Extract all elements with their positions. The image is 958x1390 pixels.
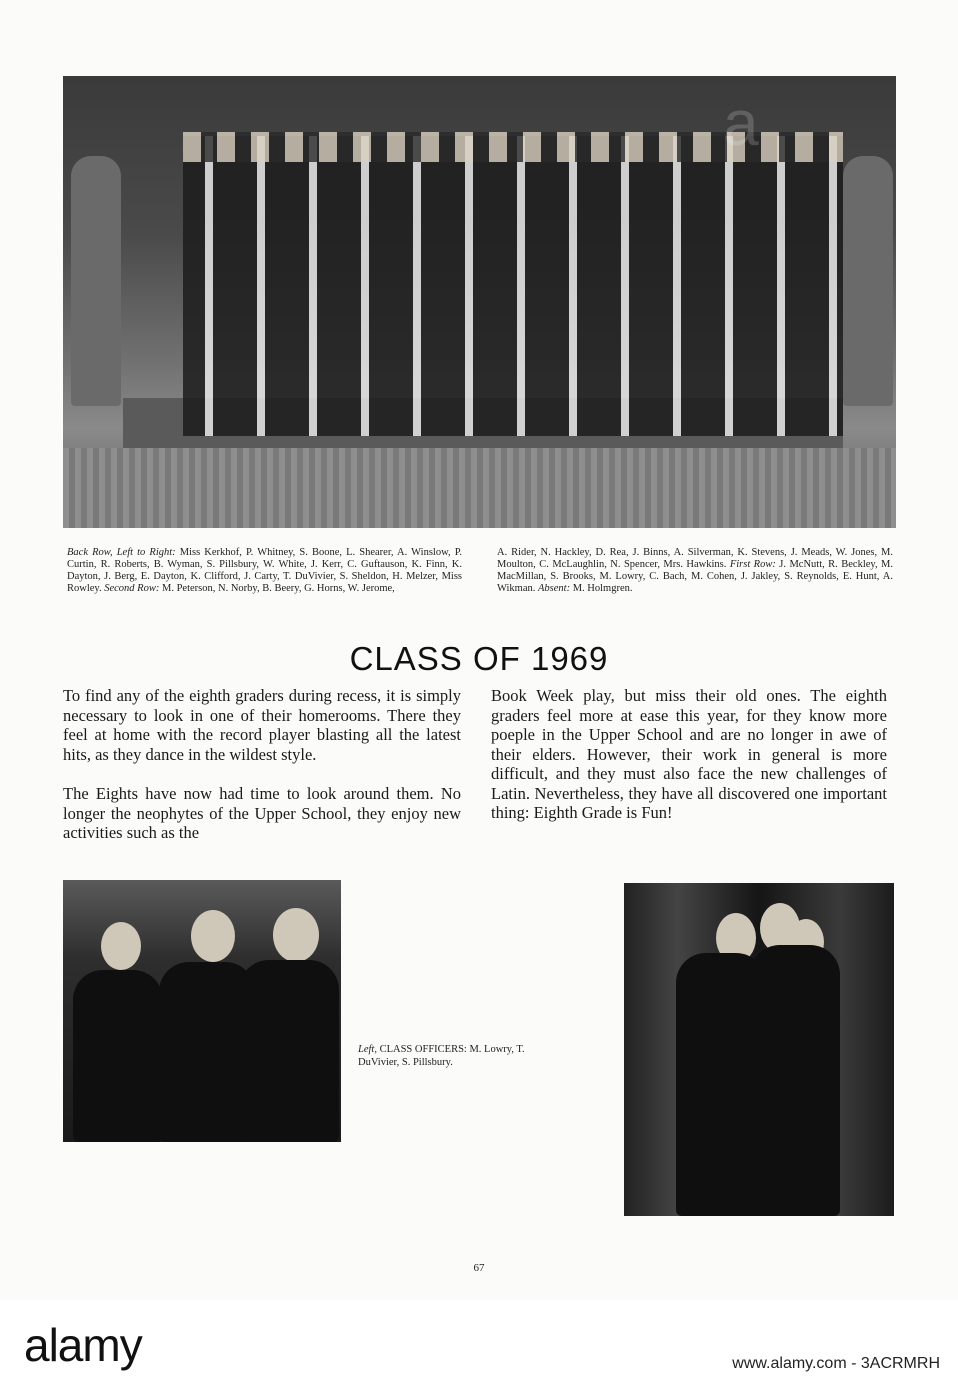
stock-footer [0, 1300, 958, 1390]
officer-head [273, 908, 319, 962]
class-officers-photo [63, 880, 341, 1142]
students-group [183, 136, 843, 436]
stock-image-id: www.alamy.com - 3ACRMRH [732, 1355, 940, 1372]
watermark: a [723, 87, 759, 159]
officers-caption: Left, CLASS OFFICERS: M. Lowry, T. DuVivier, S. Pillsbury. [358, 1044, 525, 1068]
body-paragraph: Book Week play, but miss their old ones. The eighth graders feel more at ease this year, for they know more poeple in the Upper School and are no longer in awe of their elders. However, their work in general is more difficult, and they must also face the new challenges of Latin. Nevertheless, they have all discovered one important thing: Eighth Grade is Fun! [491, 686, 887, 822]
stage-floor [63, 448, 896, 528]
officer-figure [239, 960, 339, 1142]
photo-caption-right: A. Rider, N. Hackley, D. Rea, J. Binns, A. Silverman, K. Stevens, J. Meads, W. Jones, M. Moulton, C. McLaughlin, N. Spencer, Mrs. Hawkins. First Row: J. McNutt, R. Beckley, M. MacMillan, S. Brooks, M. Lowry, C. Bach, M. Cohen, J. Jakley, S. Reynolds, E. Hunt, A. Wikman. Absent: M. Holmgren. [497, 547, 894, 594]
page-number: 67 [473, 1262, 485, 1274]
alamy-logo: alamy [24, 1319, 142, 1371]
body-column-left [63, 686, 461, 863]
body-paragraph: To find any of the eighth graders during recess, it is simply necessary to look in one of their homerooms. There they feel at home with the record player blasting all the latest hits, as they dance in the wildest style. [63, 686, 461, 764]
officer-figure [73, 970, 163, 1142]
photo-caption-left: Back Row, Left to Right: Miss Kerkhof, P. Whitney, S. Boone, L. Shearer, A. Winslow, P. Curtin, R. Roberts, B. Wyman, S. Pillsbury, W. White, J. Kerr, C. Guftauson, K. Finn, K. Dayton, J. Berg, E. Dayton, K. Clifford, J. Carty, T. DuVivier, S. Sheldon, H. Melzer, Miss Rowley. Second Row: M. Peterson, N. Norby, B. Beery, G. Horns, W. Jerome, [67, 547, 463, 594]
officer-head [101, 922, 141, 970]
body-column-right [491, 686, 887, 843]
page-title: CLASS OF 1969 [349, 640, 609, 677]
officer-head [191, 910, 235, 962]
body-paragraph: The Eights have now had time to look around them. No longer the neophytes of the Upper School, they enjoy new activities such as the [63, 784, 461, 842]
teacher-left [71, 156, 121, 406]
teacher-right [843, 156, 893, 406]
student-figure [750, 945, 840, 1216]
students-doorway-photo [624, 883, 894, 1216]
class-group-photo [63, 76, 896, 528]
